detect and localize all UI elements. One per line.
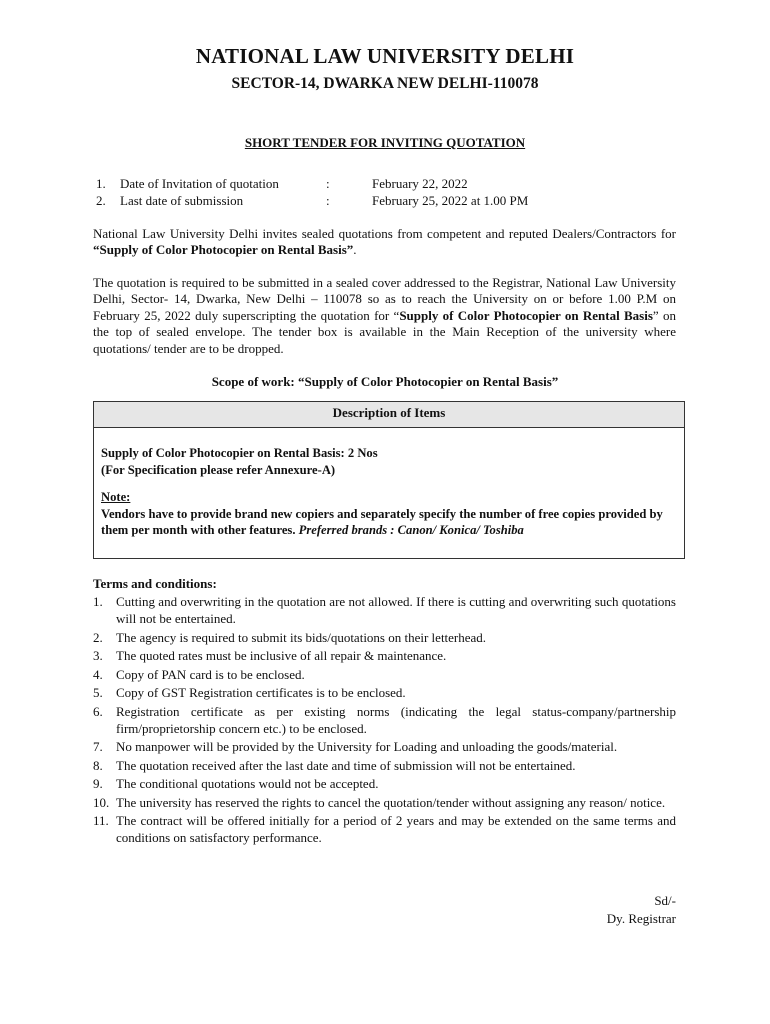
submission-subject: Supply of Color Photocopier on Rental Basis: [399, 307, 653, 323]
invitation-end: .: [353, 242, 357, 258]
term-item: [93, 666, 676, 683]
term-number: 6.: [93, 703, 103, 719]
submission-paragraph: [93, 275, 676, 357]
term-number: 2.: [93, 629, 103, 645]
term-number: 7.: [93, 739, 103, 754]
date-row-number: 2.: [96, 192, 106, 208]
term-item: [93, 629, 676, 646]
term-number: 8.: [93, 757, 103, 773]
preferred-brands: Preferred brands : Canon/ Konica/ Toshiba: [298, 523, 524, 537]
term-number: 3.: [93, 648, 103, 663]
term-number: 1.: [93, 594, 103, 609]
term-number: 11.: [93, 813, 109, 828]
date-row-separator: :: [326, 192, 330, 208]
tender-heading: SHORT TENDER FOR INVITING QUOTATION: [244, 135, 526, 150]
term-text: No manpower will be provided by the University for Loading and unloading the goods/material.: [116, 739, 618, 754]
term-text: The contract will be offered initially for a period of 2 years and may be extended on the same terms and conditions on satisfactory performance.: [116, 813, 676, 845]
item-description: Supply of Color Photocopier on Rental Basis: 2 Nos: [101, 446, 378, 460]
term-item: [93, 775, 676, 792]
date-row-label: Last date of submission: [120, 192, 244, 208]
term-text: Cutting and overwriting in the quotation are not allowed. If there is cutting and overwriting such quotations will not be entertained.: [116, 594, 676, 626]
term-item: [93, 593, 676, 627]
note-text: Vendors have to provide brand new copiers and separately specify the number of free copies provided by them per month with other features.: [101, 506, 663, 537]
term-item: [93, 738, 676, 755]
term-text: The agency is required to submit its bids/quotations on their letterhead.: [116, 629, 487, 645]
items-table-body: [94, 428, 684, 539]
term-item: [93, 794, 676, 811]
term-item: [93, 812, 676, 846]
term-text: The university has reserved the rights to cancel the quotation/tender without assigning any reason/ notice.: [116, 794, 666, 810]
scope-of-work: Scope of work: “Supply of Color Photocopier on Rental Basis”: [211, 374, 559, 389]
term-item: [93, 684, 676, 701]
term-text: The quoted rates must be inclusive of all repair & maintenance.: [116, 648, 447, 663]
term-item: [93, 647, 676, 664]
term-text: Copy of PAN card is to be enclosed.: [116, 666, 305, 682]
note-body: [101, 506, 677, 539]
date-row-number: 1.: [96, 176, 106, 191]
dates-list: [96, 176, 656, 209]
term-item: [93, 757, 676, 774]
term-number: 9.: [93, 776, 103, 791]
submission-end: ” on the top of sealed envelope. The tender box is available in the Main Reception of the university where quotations/ tender are to be dropped.: [93, 307, 676, 356]
note-label: Note:: [101, 490, 131, 504]
term-text: The conditional quotations would not be accepted.: [116, 776, 379, 791]
term-item: [93, 703, 676, 737]
term-text: Registration certificate as per existing norms (indicating the legal status-company/partnership firm/proprietorship concern etc.) to be enclosed.: [116, 703, 676, 736]
items-table-header: Description of Items: [94, 402, 684, 428]
invitation-subject: “Supply of Color Photocopier on Rental Basis”: [93, 242, 354, 258]
signature-block: [607, 892, 676, 928]
signatory-designation: Dy. Registrar: [606, 911, 676, 926]
terms-and-conditions: [93, 575, 676, 848]
term-number: 10.: [93, 794, 110, 810]
term-number: 4.: [93, 666, 103, 682]
invitation-text: National Law University Delhi invites sealed quotations from competent and reputed Dealers/Contractors for: [93, 226, 676, 241]
term-text: Copy of GST Registration certificates is to be enclosed.: [116, 685, 406, 700]
date-row-value: February 25, 2022 at 1.00 PM: [372, 192, 529, 208]
date-row-submission: [96, 193, 656, 210]
term-text: The quotation received after the last date and time of submission will not be entertained.: [116, 757, 576, 773]
invitation-paragraph: [93, 226, 676, 259]
date-row-separator: :: [326, 176, 330, 191]
terms-title: Terms and conditions:: [93, 576, 217, 591]
item-specification-ref: (For Specification please refer Annexure-A): [101, 462, 336, 477]
date-row-label: Date of Invitation of quotation: [120, 176, 279, 191]
university-title: NATIONAL LAW UNIVERSITY DELHI: [195, 44, 575, 68]
university-address: SECTOR-14, DWARKA NEW DELHI-110078: [231, 75, 539, 92]
date-row-invitation: [96, 176, 656, 193]
signature-mark: Sd/-: [654, 893, 676, 908]
submission-text: The quotation is required to be submitted in a sealed cover addressed to the Registrar, National Law University Delhi, Sector- 14, Dwarka, New Delhi – 110078 so as to reach the University on or before 1.00 P.M on February 25, 2022 duly superscripting the quotation for “: [93, 275, 676, 323]
term-number: 5.: [93, 685, 103, 700]
items-table: [93, 401, 685, 559]
date-row-value: February 22, 2022: [372, 176, 468, 191]
